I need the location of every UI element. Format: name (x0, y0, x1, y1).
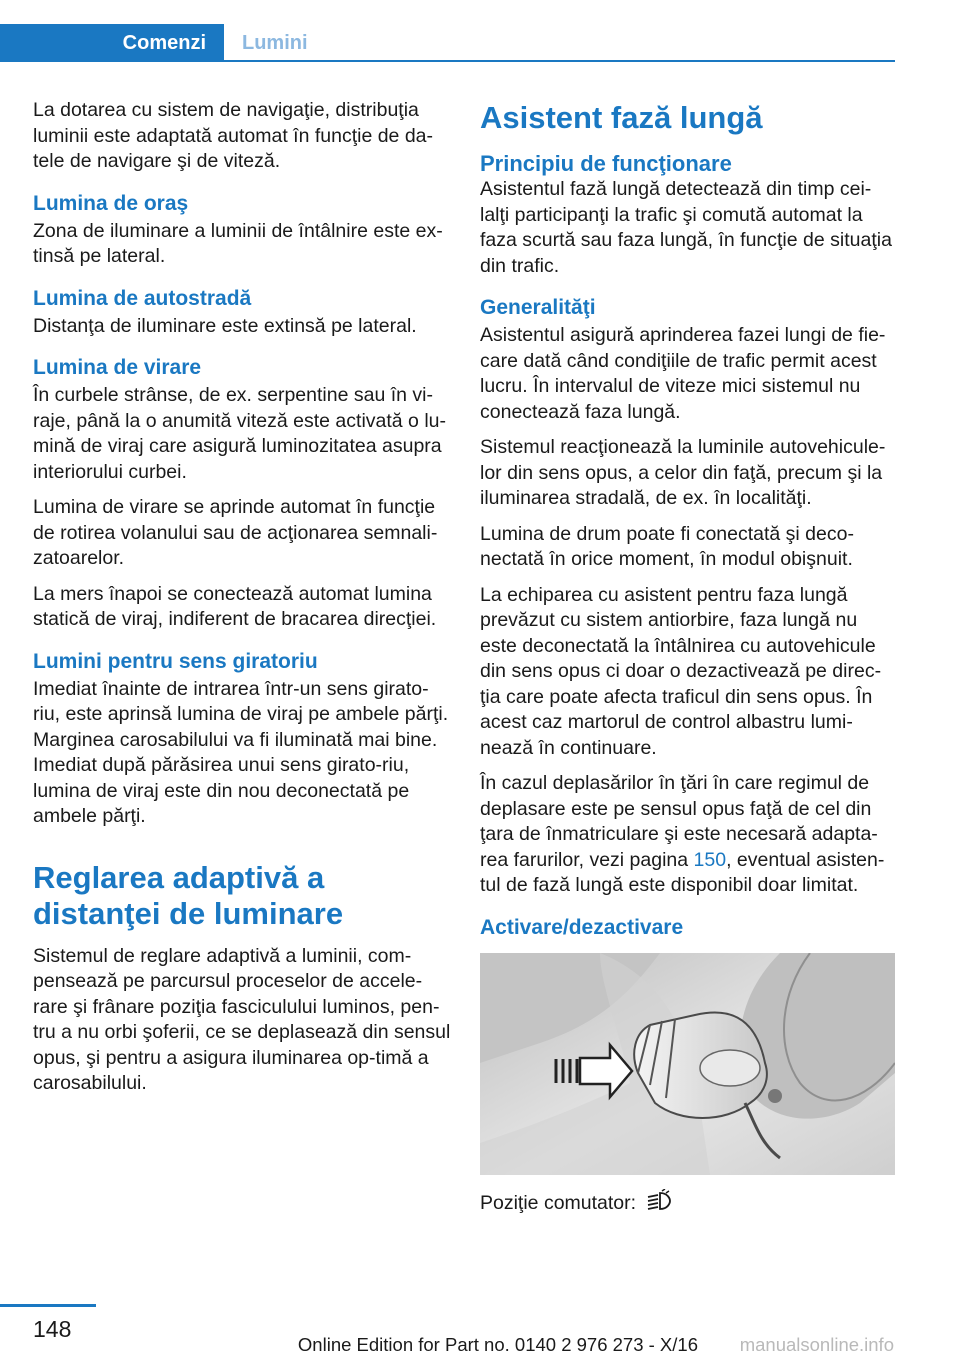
footer-rule (0, 1304, 96, 1307)
turn-signal-lever-illustration (480, 953, 895, 1175)
right-column (480, 98, 898, 1218)
general-text-2: Sistemul reacţionează la luminile autovehicule-lor din sens opus, a celor din faţă, precum şi la iluminarea stradală, de ex. în localităţi. (480, 436, 886, 509)
roundabout-light-heading: Lumini pentru sens giratoriu (33, 649, 318, 673)
intro-paragraph: La dotarea cu sistem de navigaţie, distribuţia luminii este adaptată automat în funcţie de da-tele de navigare şi de viteză. (33, 99, 433, 172)
cornering-light-text-1: În curbele strânse, de ex. serpentine sau în vi-raje, până la o anumită viteză este activată o lu-mină de viraj care asigură luminozitatea asupra interiorului curbei. (33, 384, 446, 483)
general-text-3: Lumina de drum poate fi conectată şi deco-nectată în orice moment, în modul obişnuit. (480, 522, 854, 570)
cornering-light-text-2: Lumina de virare se aprinde automat în funcţie de rotirea volanului sau de acţionarea semnali-zatoarelor. (33, 496, 438, 569)
general-text-4: La echiparea cu asistent pentru faza lungă prevăzut cu sistem antiorbire, faza lungă nu este deconectată la întâlnirea cu autovehicule din sens opus ci doar o dezactivează pe direc-ţia care poate afecta traficul din sens opus. În acest caz martorul de control albastru lumi-nează în continuare. (480, 583, 882, 759)
general-text-5 (480, 771, 898, 899)
edition-text: Online Edition for Part no. 0140 2 976 273 - X/16 (297, 1334, 698, 1355)
cornering-light-heading: Lumina de virare (33, 356, 202, 379)
city-light-text: Zona de iluminare a luminii de întâlnire este ex-tinsă pe lateral. (33, 219, 443, 267)
high-beam-assistant-heading: Asistent fază lungă (480, 100, 763, 135)
adaptive-range-heading: Reglarea adaptivă a distanţei de luminare (33, 859, 344, 931)
general-text-5-after: , eventual asisten-tul de fază lungă este disponibil doar limitat. (480, 848, 885, 896)
tab-lumini[interactable]: Lumini (242, 31, 308, 54)
tab-comenzi[interactable]: Comenzi (0, 24, 224, 62)
principle-text: Asistentul fază lungă detectează din timp cei-lalţi participanţi la trafic şi comută automat la faza scurtă sau faza lungă, în funcţie de situaţia din trafic. (480, 178, 892, 277)
activation-heading: Activare/dezactivare (480, 915, 684, 939)
page-number: 148 (33, 1316, 72, 1342)
lever-drawing (480, 953, 895, 1175)
switch-position-caption (480, 1189, 898, 1218)
general-text-5-before: În cazul deplasărilor în ţări în care regimul de deplasare este pe sensul opus faţă de cel din ţara de înmatriculare şi este necesară adapta-rea farurilor, vezi pagina (480, 772, 878, 871)
watermark: manualsonline.info (739, 1334, 894, 1355)
cornering-light-text-3: La mers înapoi se conectează automat lumina statică de viraj, indiferent de bracarea direcţiei. (33, 582, 437, 630)
highway-light-heading: Lumina de autostradă (33, 286, 252, 310)
high-beam-assistant-icon (646, 1189, 672, 1218)
city-light-heading: Lumina de oraş (33, 191, 189, 215)
page-link-150[interactable]: 150 (693, 848, 727, 871)
general-text-1: Asistentul asigură aprinderea fazei lungi de fie-care dată când condiţiile de trafic permit acest lucru. În intervalul de viteze mici sistemul nu conectează faza lungă. (480, 324, 886, 423)
highway-light-text: Distanţa de iluminare este extinsă pe lateral. (33, 314, 417, 337)
general-heading: Generalităţi (480, 296, 596, 319)
principle-heading: Principiu de funcţionare (480, 151, 732, 176)
left-column (33, 98, 451, 1107)
caption-text: Poziţie comutator: (480, 1191, 637, 1214)
adaptive-range-text: Sistemul de reglare adaptivă a luminii, com-pensează pe parcursul proceselor de accele-rare şi frânare poziţia fasciculului luminos, pen-tru a nu orbi şoferii, ce se deplasează din sensul opus, şi pentru a asigura iluminarea op-timă a carosabilului. (33, 944, 451, 1094)
roundabout-light-text: Imediat înainte de intrarea într-un sens girato-riu, este aprinsă lumina de viraj pe ambele părţi. Marginea carosabilului va fi iluminată mai bine. Imediat după părăsirea unui sens girato-riu, lumina de viraj este din nou deconectată pe ambele părţi. (33, 677, 449, 827)
